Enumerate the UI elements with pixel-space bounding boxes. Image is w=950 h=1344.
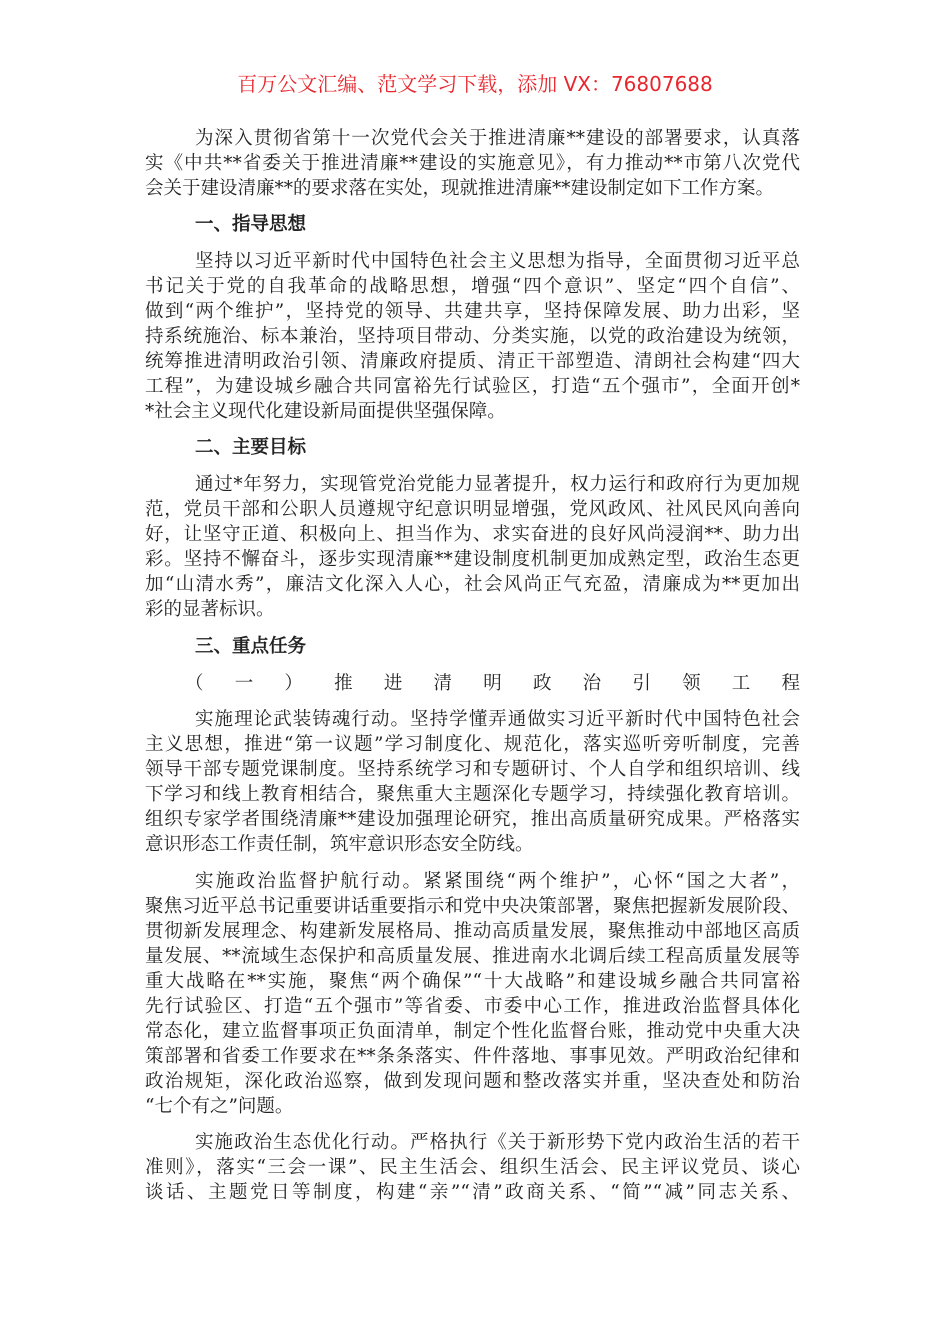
paragraph: [145, 472, 800, 622]
watermark-banner: 百万公文汇编、范文学习下载，添加 VX：76807688: [237, 72, 713, 96]
text-line: 彩的显著标识。: [145, 599, 275, 620]
text-line: 政治规矩，深化政治巡察，做到发现问题和整改落实并重，坚决查处和防治: [145, 1071, 800, 1092]
text-line: 通过*年努力，实现管党治党能力显著提升，权力运行和政府行为更加规: [195, 474, 800, 495]
text-line: 二、主要目标: [195, 437, 307, 458]
text-line: *社会主义现代化建设新局面提供坚强保障。: [145, 401, 506, 422]
text-line: 聚焦习近平总书记重要讲话重要指示和党中央决策部署，聚焦把握新发展阶段、: [145, 896, 800, 917]
paragraph: [145, 869, 800, 1119]
text-line: 彩。坚持不懈奋斗，逐步实现清廉**建设制度机制更加成熟定型，政治生态更: [145, 549, 800, 570]
paragraph: [145, 249, 800, 424]
text-line: 实施政治生态优化行动。严格执行《关于新形势下党内政治生活的若干: [195, 1132, 800, 1153]
text-line: 书记关于党的自我革命的战略思想，增强“四个意识”、坚定“四个自信”、: [145, 276, 800, 297]
text-line: 范，党员干部和公职人员遵规守纪意识明显增强，党风政风、社风民风向善向: [145, 499, 800, 520]
text-line: 三、重点任务: [195, 636, 307, 657]
text-line: 做到“两个维护”，坚持党的领导、共建共享，坚持保障发展、助力出彩，坚: [145, 301, 800, 322]
text-line: 实施政治监督护航行动。紧紧围绕“两个维护”，心怀“国之大者”，: [195, 871, 800, 892]
text-line: 谈话、主题党日等制度，构建“亲”“清”政商关系、“简”“减”同志关系、: [145, 1182, 800, 1203]
paragraph: [145, 1130, 800, 1205]
text-line: 统筹推进清明政治引领、清廉政府提质、清正干部塑造、清朗社会构建“四大: [145, 351, 800, 372]
section-heading: [145, 634, 800, 659]
text-line: 为深入贯彻省第十一次党代会关于推进清廉**建设的部署要求，认真落: [195, 128, 800, 149]
text-line: 会关于建设清廉**的要求落在实处，现就推进清廉**建设制定如下工作方案。: [145, 178, 775, 199]
text-line: 组织专家学者围绕清廉**建设加强理论研究，推出高质量研究成果。严格落实: [145, 809, 800, 830]
text-line: 持系统施治、标本兼治，坚持项目带动、分类实施，以党的政治建设为统领，: [145, 326, 800, 347]
text-line: 常态化，建立监督事项正负面清单，制定个性化监督台账，推动党中央重大决: [145, 1021, 800, 1042]
text-line: 贯彻新发展理念、构建新发展格局、推动高质量发展，聚焦推动中部地区高质: [145, 921, 800, 942]
text-line: （一）推进清明政治引领工程: [185, 673, 800, 694]
text-line: 工程”，为建设城乡融合共同富裕先行试验区，打造“五个强市”，全面开创*: [145, 376, 800, 397]
text-line: 量发展、**流域生态保护和高质量发展、推进南水北调后续工程高质量发展等: [145, 946, 800, 967]
text-line: 一、指导思想: [195, 214, 307, 235]
text-line: “七个有之”问题。: [145, 1096, 294, 1117]
section-heading: [145, 435, 800, 460]
text-line: 重大战略在**实施，聚焦“两个确保”“十大战略”和建设城乡融合共同富裕: [145, 971, 800, 992]
text-line: 主义思想，推进“第一议题”学习制度化、规范化，落实巡听旁听制度，完善: [145, 734, 800, 755]
text-line: 意识形态工作责任制，筑牢意识形态安全防线。: [145, 834, 534, 855]
subsection-heading: [145, 671, 800, 696]
text-line: 领导干部专题党课制度。坚持系统学习和专题研讨、个人自学和组织培训、线: [145, 759, 800, 780]
text-line: 实施理论武装铸魂行动。坚持学懂弄通做实习近平新时代中国特色社会: [195, 709, 800, 730]
paragraph: [145, 126, 800, 201]
paragraph: [145, 707, 800, 857]
text-line: 先行试验区、打造“五个强市”等省委、市委中心工作，推进政治监督具体化: [145, 996, 800, 1017]
text-line: 下学习和线上教育相结合，聚焦重大主题深化专题学习，持续强化教育培训。: [145, 784, 800, 805]
text-line: 好，让坚守正道、积极向上、担当作为、求实奋进的良好风尚浸润**、助力出: [145, 524, 800, 545]
section-heading: [145, 212, 800, 237]
text-line: 策部署和省委工作要求在**条条落实、件件落地、事事见效。严明政治纪律和: [145, 1046, 800, 1067]
text-line: 实《中共**省委关于推进清廉**建设的实施意见》，有力推动**市第八次党代: [145, 153, 800, 174]
text-line: 加“山清水秀”，廉洁文化深入人心，社会风尚正气充盈，清廉成为**更加出: [145, 574, 800, 595]
text-line: 坚持以习近平新时代中国特色社会主义思想为指导，全面贯彻习近平总: [195, 251, 800, 272]
text-line: 准则》，落实“三会一课”、民主生活会、组织生活会、民主评议党员、谈心: [145, 1157, 800, 1178]
